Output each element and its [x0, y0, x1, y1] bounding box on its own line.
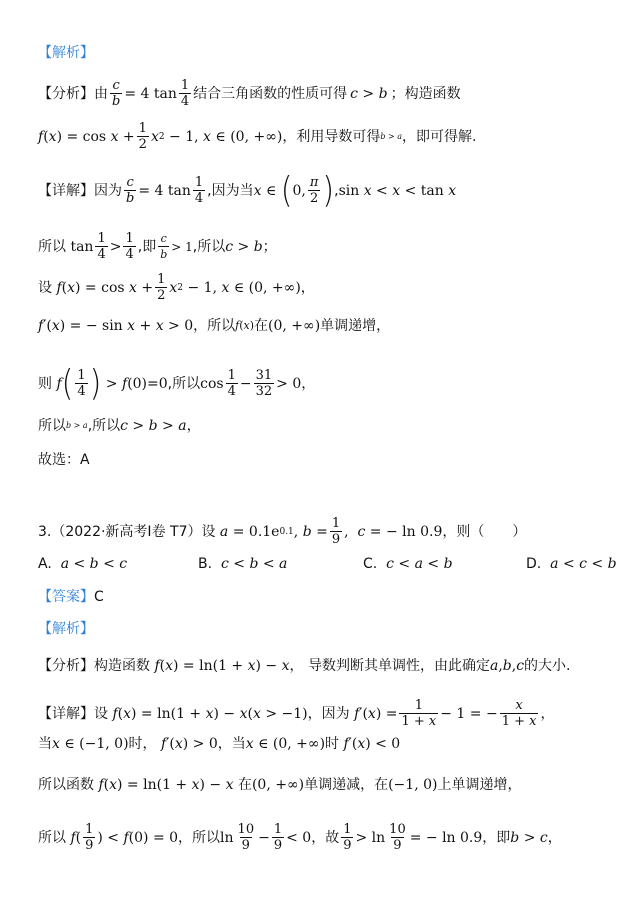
choice-c[interactable]: C. c < a < b	[363, 556, 453, 572]
xiangjie-tag: 【详解】	[38, 182, 94, 199]
text: 时，	[128, 736, 157, 752]
text: ，	[547, 829, 562, 846]
choice-b[interactable]: B. c < b < a	[198, 556, 288, 572]
fenxi-line-2: f ( x ) = cos x + $\frac{1}{2}$ x 2 − 1, x ∈ (0, +∞) ，利用导数可得 b > a ，即可得解.	[38, 121, 477, 152]
question-3: 3.（2022·新高考Ⅰ卷 T7）设 a = 0.1e 0.1 , b = $\frac{1}{9}$ , c = − ln 0.9 ，则（ ）	[38, 516, 527, 547]
text: 所以	[38, 238, 66, 255]
guxuan-line	[38, 450, 90, 470]
deriv-line: f ′( x ) = − sin x + x > 0 ，所以 f ( x ) 在 (0, +∞) 单调递增，	[38, 318, 391, 334]
text: ,	[334, 182, 339, 199]
text: ,即	[137, 238, 157, 255]
text: 则	[38, 375, 52, 392]
xiangjie-line-1: 【详解】 因为 $\frac{c}{b}$ = 4 tan $\frac{1}{4}$ ,因为当 x ∈ ( 0, $\frac{\pi}{2}$ ) , sin x < x < tan x	[38, 168, 457, 211]
text: 所以	[38, 418, 66, 434]
daan-value: C	[94, 589, 104, 605]
text: 当	[38, 736, 52, 752]
fraction-1-over-4: $\frac{1}{4}$	[180, 78, 190, 109]
she-line: 设 f ( x ) = cos x + $\frac{1}{2}$ x 2 − 1, x ∈ (0, +∞) ，	[38, 272, 315, 303]
ze-line: 则 f ( $\frac{1}{4}$ ) > f (0)=0 ,所以 cos $\frac{1}{4}$ − $\frac{31}{32}$ > 0 ，	[38, 361, 316, 404]
choice-d[interactable]: D. a < c < b	[526, 556, 617, 572]
xiangjie-line-2: 【详解】 设 f ( x ) = ln(1 + x ) − x ( x > −1) ，因为 f ′( x ) = $\frac{1}{1 + x}$ − 1 = − $\frac{x}{1 + x}$ ，	[38, 698, 555, 729]
question-prefix: 3.（2022·新高考Ⅰ卷 T7）设	[38, 523, 216, 540]
suoyi-line-4: 所以 f ( $\frac{1}{9}$ ) < f (0) = 0 ，所以 ln $\frac{10}{9}$ − $\frac{1}{9}$ < 0 ，故 $\frac{1}{9}$ > ln $\frac{10}{9}$ = − ln 0.9 ，即 b > c ，	[38, 822, 562, 853]
text: 因为	[94, 182, 122, 199]
text: ，故	[311, 829, 340, 846]
text: 单调递减，在	[304, 777, 389, 793]
text: 设	[94, 705, 108, 722]
suoyi-line-1: 所以 tan $\frac{1}{4}$ > $\frac{1}{4}$ ,即 $\frac{c}{b}$ > 1 ,所以 c > b ；	[38, 231, 277, 262]
text: 由	[94, 85, 108, 102]
text: ， 导数判断其单调性，由此确定	[289, 658, 490, 674]
text: ,因为当	[207, 182, 254, 199]
choice-a[interactable]: A. a < b < c	[38, 556, 128, 572]
text: 所以	[38, 829, 66, 846]
text: 在	[237, 777, 252, 793]
text: ，即可得解.	[402, 128, 477, 145]
text: ，当	[217, 736, 246, 752]
fenxi-tag: 【分析】	[38, 85, 94, 102]
text: 的大小.	[524, 658, 571, 674]
text: ，即	[482, 829, 511, 846]
text: ，则（ ）	[442, 523, 527, 540]
text: ；构造函数	[390, 85, 461, 102]
dang-line: 当 x ∈ (−1, 0) 时， f ′( x ) > 0 ，当 x ∈ (0, +∞) 时 f ′( x ) < 0	[38, 736, 401, 752]
text: ，	[186, 418, 201, 434]
text: 在	[254, 318, 269, 334]
fenxi-tag-2: 【分析】	[38, 658, 94, 674]
suoyi-line-2: 所以 b > a ,所以 c > b > a ，	[38, 418, 201, 434]
text: ，	[301, 375, 316, 392]
text: 设	[38, 279, 52, 296]
suoyi-line-3: 所以函数 f ( x ) = ln(1 + x ) − x 在 (0, +∞) 单调递减，在 (−1, 0) 上单调递增，	[38, 777, 522, 793]
xiangjie-tag-2: 【详解】	[38, 705, 94, 722]
jiexi-heading	[38, 43, 94, 63]
text: ，所以	[178, 829, 221, 846]
text: ；	[262, 238, 277, 255]
text: ,所以	[192, 238, 226, 255]
text: ，	[300, 279, 315, 296]
choices-row	[38, 554, 617, 574]
text: 所以函数	[38, 777, 94, 793]
fraction-c-over-b: $\frac{c}{b}$	[112, 78, 121, 109]
text: ，因为	[307, 705, 350, 722]
answer-text: 故选：A	[38, 452, 90, 468]
fenxi-line-1: 【分析】 由 $\frac{c}{b}$ = 4 tan $\frac{1}{4}$ 结合三角函数的性质可得 c > b ；构造函数	[38, 78, 461, 109]
text: 构造函数	[94, 658, 150, 674]
jiexi-tag: 【解析】	[38, 45, 94, 61]
text: 单调递增，	[320, 318, 391, 334]
daan-line	[38, 587, 104, 607]
jiexi-tag-2: 【解析】	[38, 621, 94, 637]
text: 上单调递增，	[437, 777, 522, 793]
daan-tag: 【答案】	[38, 589, 94, 605]
text: ，	[540, 705, 555, 722]
text: ,所以	[87, 418, 121, 434]
fenxi-line-3: 【分析】 构造函数 f ( x ) = ln(1 + x ) − x ， 导数判断其单调性，由此确定 a , b , c 的大小.	[38, 658, 571, 674]
text: ,所以	[167, 375, 201, 392]
text: 时	[325, 736, 340, 752]
text: 结合三角函数的性质可得	[193, 85, 348, 102]
text: ，利用导数可得	[282, 128, 381, 145]
jiexi-heading-2	[38, 619, 94, 639]
text: ，所以	[193, 318, 236, 334]
